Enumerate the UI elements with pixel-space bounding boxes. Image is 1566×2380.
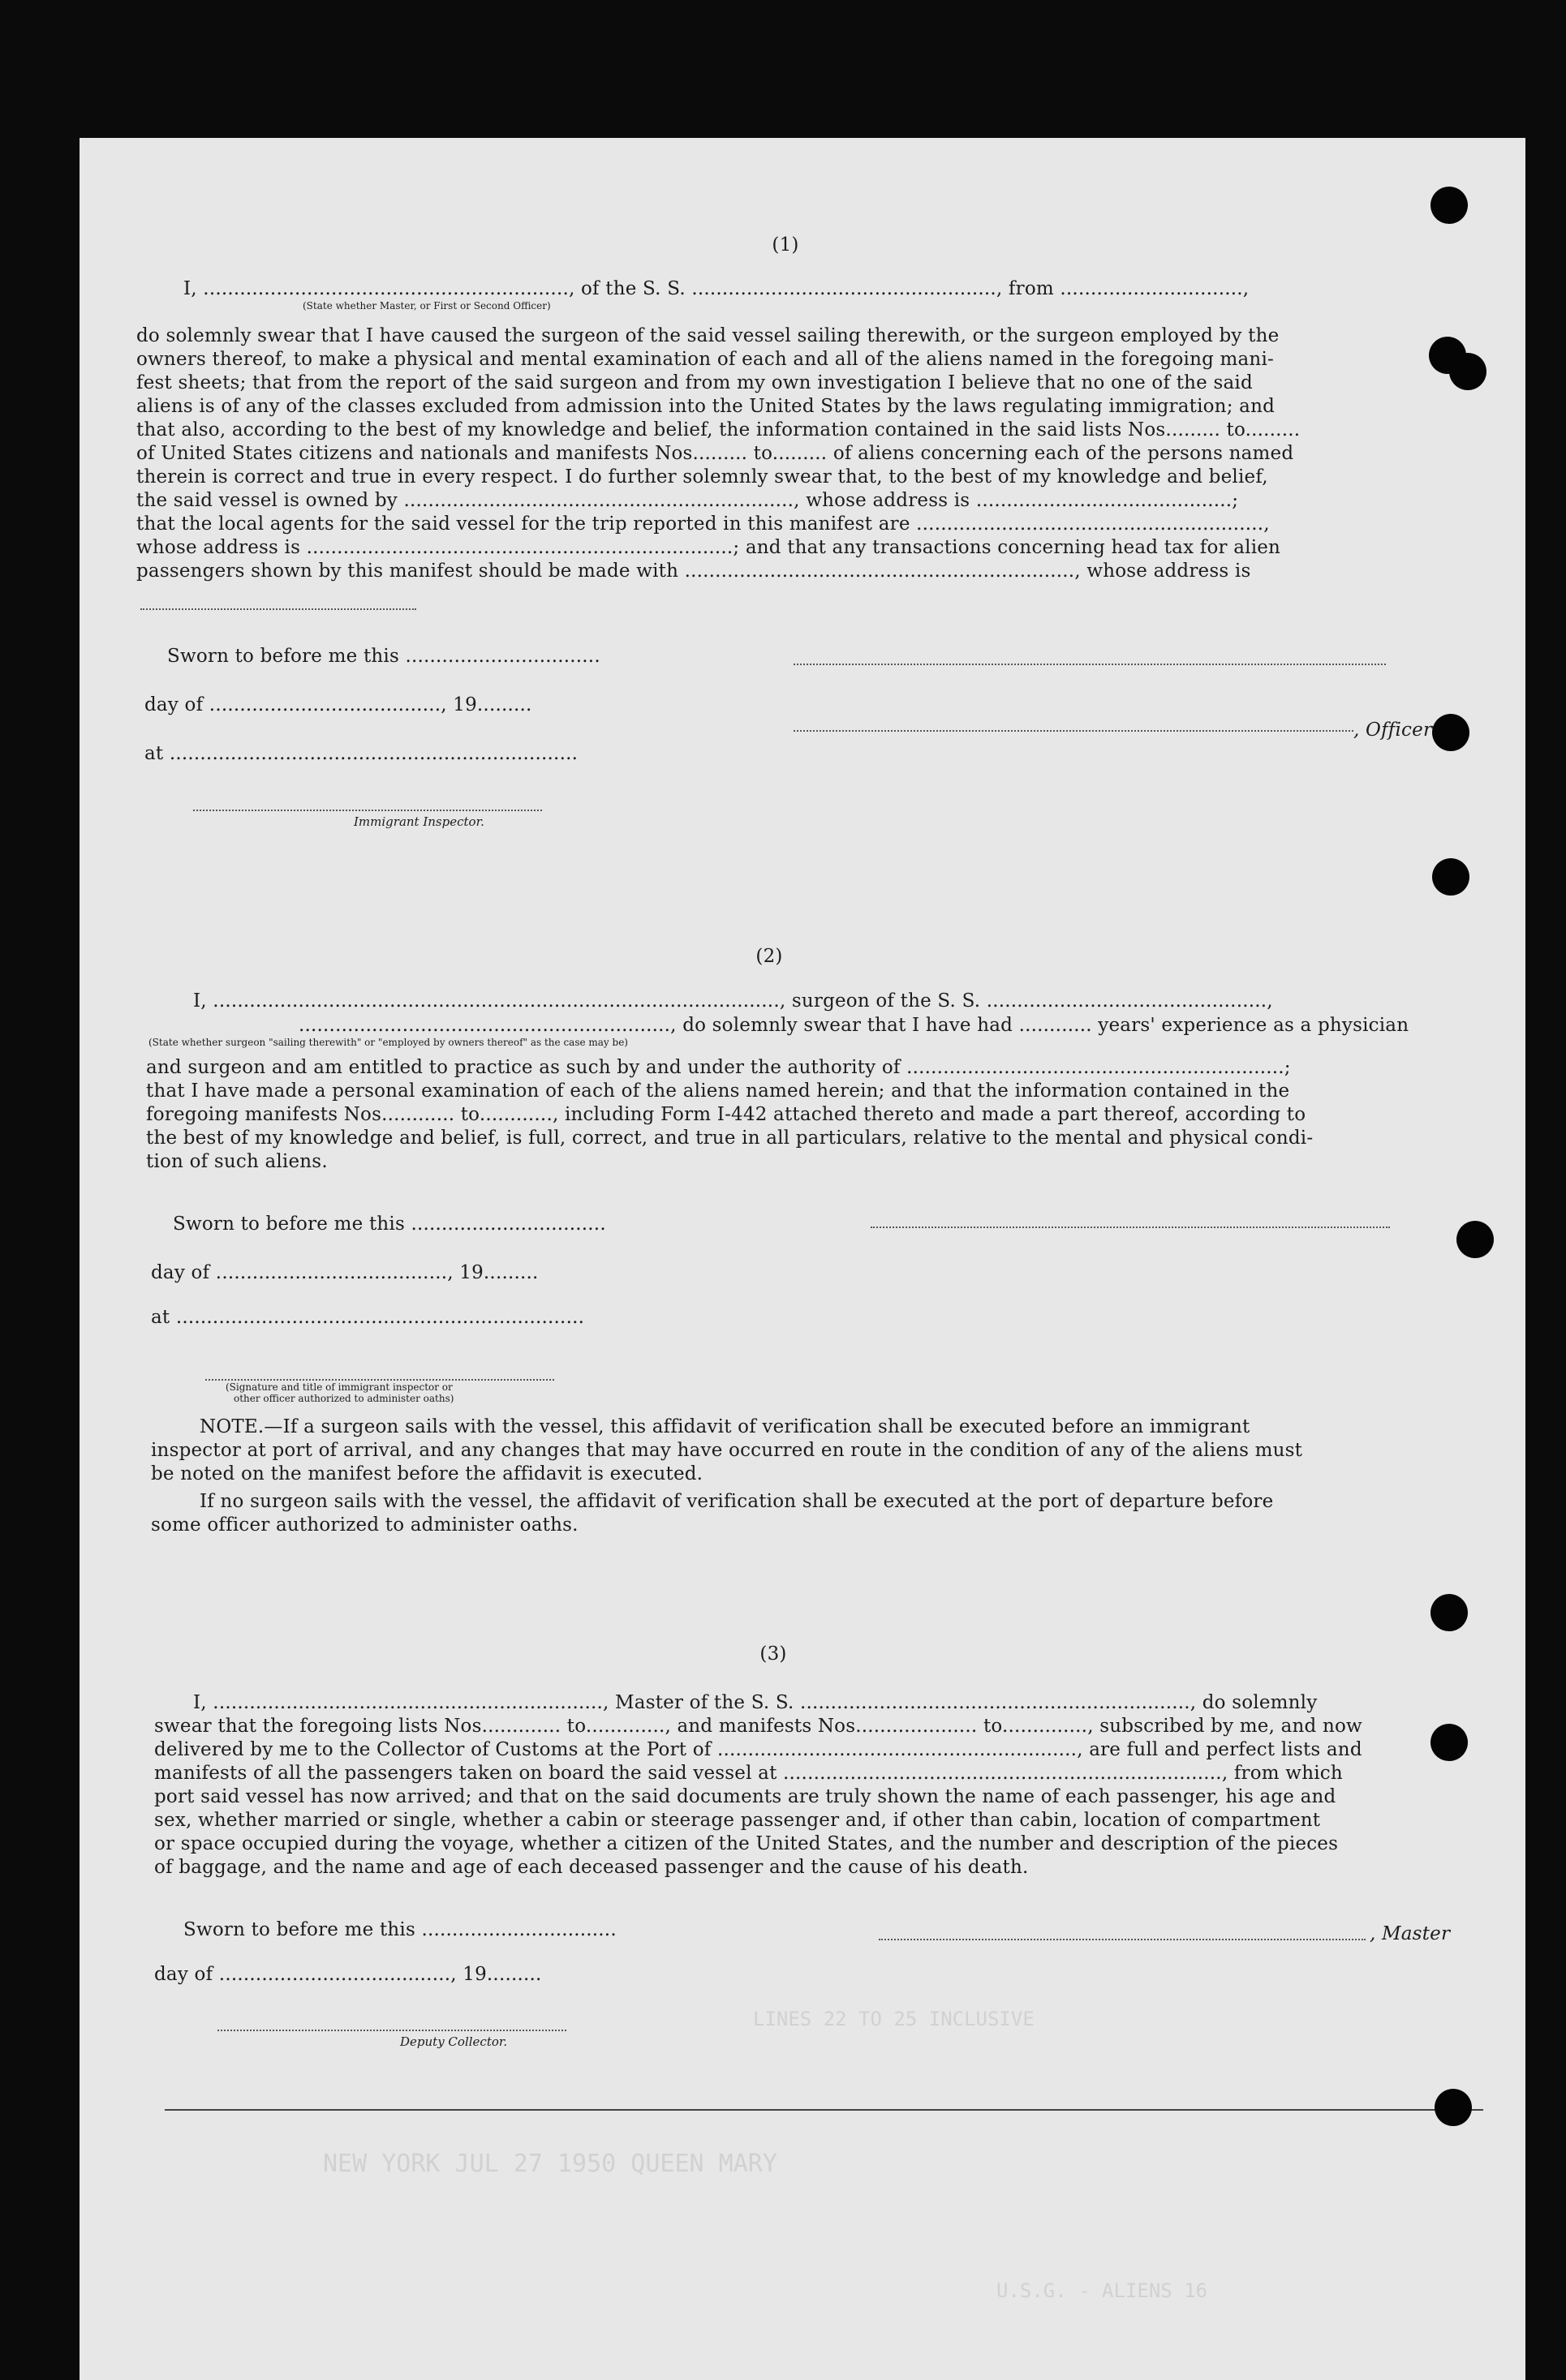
s3-collector-line bbox=[217, 2030, 566, 2031]
s1-body-line: that the local agents for the said vessel for the trip reported in this manifest are ........................................................., bbox=[136, 513, 1270, 535]
s2-body-line: that I have made a personal examination of each of the aliens named herein; and that the information contained in the bbox=[146, 1080, 1290, 1102]
punch-hole bbox=[1449, 353, 1486, 390]
s3-body-line: of baggage, and the name and age of each deceased passenger and the cause of his death. bbox=[154, 1857, 1029, 1878]
s2-sig-note-1: (Signature and title of immigrant inspector or bbox=[226, 1381, 453, 1393]
s3-day: day of ......................................, 19......... bbox=[154, 1964, 542, 1985]
s3-body-line: swear that the foregoing lists Nos............. to............., and manifests Nos.................... to.............., subscribed by me, and now bbox=[154, 1716, 1362, 1737]
document-page bbox=[80, 138, 1525, 2380]
s1-body-line: do solemnly swear that I have caused the surgeon of the said vessel sailing therewith, or the surgeon employed by the bbox=[136, 325, 1280, 346]
punch-hole bbox=[1430, 1724, 1468, 1761]
punch-hole bbox=[1432, 714, 1469, 751]
punch-hole bbox=[1432, 858, 1469, 896]
s1-body-line: that also, according to the best of my knowledge and belief, the information contained in the said lists Nos......... to......... bbox=[136, 419, 1301, 440]
section-number-1: (1) bbox=[772, 234, 799, 256]
section-number-2: (2) bbox=[755, 946, 783, 967]
s1-inspector-label: Immigrant Inspector. bbox=[354, 814, 484, 829]
s2-sig-note-2: other officer authorized to administer oaths) bbox=[234, 1393, 454, 1404]
s1-body-line: therein is correct and true in every respect. I do further solemnly swear that, to the best of my knowledge and belief, bbox=[136, 466, 1268, 488]
s2-note-line: be noted on the manifest before the affidavit is executed. bbox=[151, 1463, 703, 1484]
s2-body-line: foregoing manifests Nos............ to............, including Form I-442 attached thereto and made a part thereof, according to bbox=[146, 1104, 1306, 1125]
s2-note-line: some officer authorized to administer oaths. bbox=[151, 1514, 579, 1536]
s3-master-line bbox=[879, 1939, 1366, 1940]
s1-inspector-line bbox=[193, 810, 542, 811]
s2-line2-note: (State whether surgeon "sailing therewith" or "employed by owners thereof" as the case may be) bbox=[148, 1037, 628, 1048]
s3-body-line: or space occupied during the voyage, whether a citizen of the United States, and the number and description of the pieces bbox=[154, 1833, 1339, 1854]
s2-body-line: the best of my knowledge and belief, is full, correct, and true in all particulars, relative to the mental and physical condi- bbox=[146, 1128, 1314, 1149]
punch-hole bbox=[1456, 1221, 1494, 1258]
s1-body-line: aliens is of any of the classes excluded from admission into the United States by the laws regulating immigration; and bbox=[136, 396, 1276, 417]
bottom-rule bbox=[165, 2109, 1483, 2111]
s1-sworn: Sworn to before me this ................................ bbox=[167, 646, 600, 667]
s3-body-line: delivered by me to the Collector of Customs at the Port of ..........................................................., are full and perfect lists and bbox=[154, 1739, 1362, 1760]
punch-hole bbox=[1430, 1594, 1468, 1631]
s2-at: at ................................................................... bbox=[151, 1307, 585, 1328]
s1-address-line bbox=[140, 608, 416, 610]
s3-body-line: manifests of all the passengers taken on board the said vessel at ........................................................................, from which bbox=[154, 1763, 1343, 1784]
s1-line1-note: (State whether Master, or First or Second Officer) bbox=[303, 300, 551, 311]
s1-body-line: passengers shown by this manifest should be made with ................................................................, whose address is bbox=[136, 561, 1251, 582]
s2-sworn: Sworn to before me this ................................ bbox=[173, 1214, 606, 1235]
s1-line1: I, ............................................................, of the S. S. .................................................., from .............................., bbox=[183, 278, 1250, 299]
s2-day: day of ......................................, 19......... bbox=[151, 1262, 539, 1283]
s2-body-line: tion of such aliens. bbox=[146, 1151, 328, 1172]
bleed-through-footer: U.S.G. - ALIENS 16 bbox=[996, 2279, 1208, 2302]
s1-officer-label: , Officer bbox=[1353, 720, 1433, 741]
s1-body-line: owners thereof, to make a physical and mental examination of each and all of the aliens named in the foregoing mani- bbox=[136, 349, 1274, 370]
s3-body-line: I, ................................................................, Master of the S. S. ................................................................, do solemnly bbox=[193, 1692, 1318, 1713]
s1-day: day of ......................................, 19......... bbox=[144, 694, 532, 715]
punch-hole bbox=[1430, 187, 1468, 224]
bleed-through-line: LINES 22 TO 25 INCLUSIVE bbox=[753, 2008, 1035, 2030]
section-number-3: (3) bbox=[759, 1643, 787, 1665]
s3-sworn: Sworn to before me this ................................ bbox=[183, 1919, 617, 1940]
s1-body-line: of United States citizens and nationals and manifests Nos......... to......... of aliens concerning each of the persons named bbox=[136, 443, 1294, 464]
s2-inspector-line bbox=[205, 1379, 554, 1381]
s1-body-line: fest sheets; that from the report of the said surgeon and from my own investigation I believe that no one of the said bbox=[136, 372, 1253, 393]
punch-hole bbox=[1435, 2089, 1472, 2126]
s1-officer-line-1 bbox=[794, 664, 1386, 665]
s3-body-line: port said vessel has now arrived; and that on the said documents are truly shown the name of each passenger, his age and bbox=[154, 1786, 1336, 1807]
s2-note-line: NOTE.—If a surgeon sails with the vessel, this affidavit of verification shall be executed before an immigrant bbox=[200, 1416, 1250, 1437]
s3-master-label: , Master bbox=[1370, 1923, 1451, 1944]
s1-officer-line-2 bbox=[794, 730, 1353, 732]
s2-note-line: If no surgeon sails with the vessel, the affidavit of verification shall be executed at the port of departure before bbox=[200, 1491, 1274, 1512]
s2-line1: I, ............................................................................................., surgeon of the S. S. .............................................., bbox=[193, 990, 1273, 1012]
s2-signature-line bbox=[871, 1227, 1390, 1228]
s1-body-line: the said vessel is owned by ................................................................, whose address is ..........................................; bbox=[136, 490, 1239, 511]
s1-body-line: whose address is ......................................................................; and that any transactions concerning head tax for alien bbox=[136, 537, 1281, 558]
s2-line2: ............................................................., do solemnly swear that I have had ............ years' experience as a physician bbox=[299, 1015, 1409, 1036]
s3-collector-label: Deputy Collector. bbox=[400, 2034, 508, 2049]
s2-body-line: and surgeon and am entitled to practice as such by and under the authority of ..............................................................; bbox=[146, 1057, 1291, 1078]
s2-note-line: inspector at port of arrival, and any changes that may have occurred en route in the condition of any of the aliens must bbox=[151, 1440, 1303, 1461]
bleed-through-stamp: NEW YORK JUL 27 1950 QUEEN MARY bbox=[323, 2150, 777, 2178]
s3-body-line: sex, whether married or single, whether a cabin or steerage passenger and, if other than cabin, location of compartment bbox=[154, 1810, 1321, 1831]
s1-at: at ................................................................... bbox=[144, 743, 579, 764]
